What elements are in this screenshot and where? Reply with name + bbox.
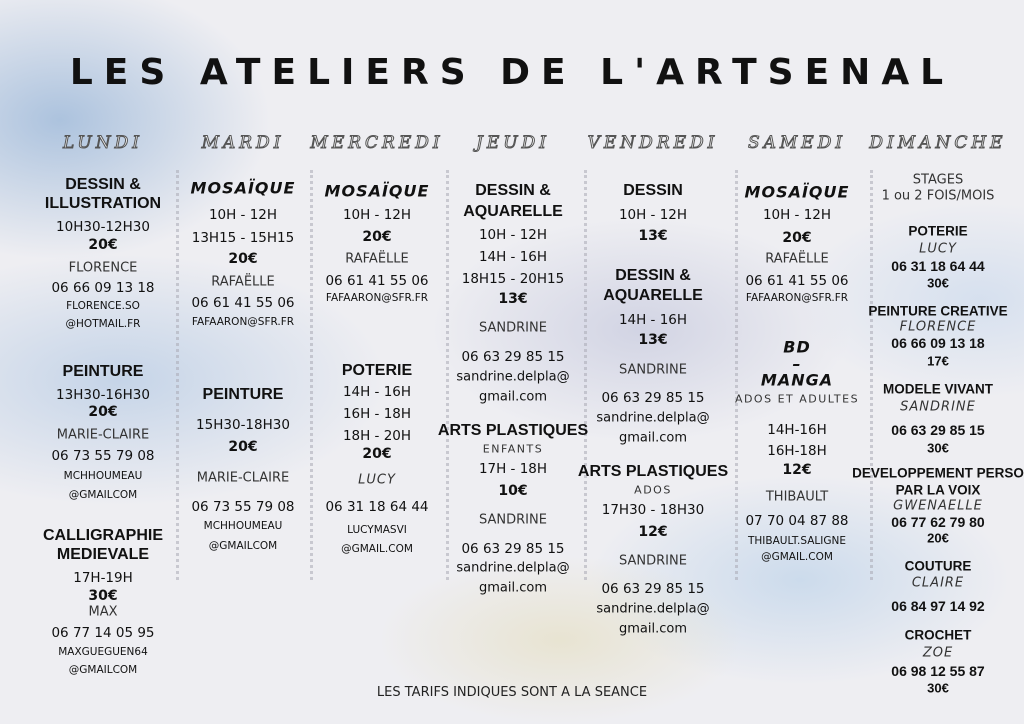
price: 30€ [927, 680, 949, 696]
workshop-title: MOSAÏQUE [190, 178, 296, 198]
price: 20€ [362, 229, 392, 245]
day-header-dimanche: DIMANCHE [869, 133, 1007, 153]
phone-number: 06 63 29 85 15 [891, 422, 985, 438]
instructor-name: 1 ou 2 FOIS/MOIS [881, 188, 995, 204]
email-address: FAFAARON@SFR.FR [325, 292, 429, 304]
instructor-name: SANDRINE [619, 362, 687, 378]
phone-number: 06 77 14 05 95 [51, 625, 155, 641]
schedule-time: 10H - 12H [478, 227, 548, 243]
phone-number: 06 63 29 85 15 [601, 390, 705, 406]
price: 30€ [927, 440, 949, 456]
email-address: LUCYMASVI [347, 524, 407, 536]
instructor-name: RAFAËLLE [345, 251, 409, 267]
workshop-title: DESSIN & [65, 176, 141, 193]
instructor-name: FLORENCE [899, 319, 977, 335]
email-address: @GMAILCOM [68, 664, 138, 676]
column-divider [176, 170, 179, 580]
phone-number: 06 73 55 79 08 [191, 499, 295, 515]
phone-number: 06 73 55 79 08 [51, 448, 155, 464]
workshop-title: BD [783, 337, 811, 357]
price: 20€ [228, 251, 258, 267]
schedule-time: 10H - 12H [208, 207, 278, 223]
phone-number: 06 61 41 55 06 [325, 273, 429, 289]
workshop-title: MEDIEVALE [56, 546, 150, 563]
price: 12€ [782, 462, 812, 478]
email-address: gmail.com [478, 389, 548, 405]
email-address: @GMAIL.COM [341, 543, 413, 555]
day-header-samedi: SAMEDI [747, 133, 847, 153]
schedule-time: 16H-18H [767, 443, 827, 459]
workshop-title: POTERIE [341, 362, 413, 379]
price: 20€ [782, 230, 812, 246]
price: 20€ [362, 446, 392, 462]
phone-number: 06 63 29 85 15 [601, 581, 705, 597]
workshop-title: AQUARELLE [463, 203, 563, 220]
email-address: @GMAILCOM [68, 489, 138, 501]
workshop-title: PEINTURE [62, 363, 144, 380]
price: 30€ [88, 588, 118, 604]
workshop-title: DEVELOPPEMENT PERSO [852, 465, 1024, 481]
schedule-time: 10H - 12H [618, 207, 688, 223]
phone-number: 06 61 41 55 06 [191, 295, 295, 311]
email-address: FAFAARON@SFR.FR [191, 316, 295, 328]
instructor-name: FLORENCE [68, 260, 138, 276]
schedule-time: 13H15 - 15H15 [191, 230, 295, 246]
instructor-name: ZOE [922, 645, 954, 661]
price: 13€ [638, 228, 668, 244]
price: 10€ [498, 483, 528, 499]
schedule-time: 17H - 18H [478, 461, 548, 477]
phone-number: 07 70 04 87 88 [745, 513, 849, 529]
workshop-title: DESSIN & [615, 267, 691, 284]
instructor-name: THIBAULT [765, 489, 829, 505]
workshop-title: MANGA [760, 370, 834, 390]
email-address: @GMAILCOM [208, 540, 278, 552]
workshop-title: MODELE VIVANT [882, 381, 994, 397]
email-address: sandrine.delpla@ [456, 369, 570, 385]
workshop-title: PEINTURE CREATIVE [868, 303, 1008, 319]
workshop-title: AQUARELLE [603, 287, 703, 304]
workshop-title: CALLIGRAPHIE [43, 527, 163, 544]
workshop-title: CROCHET [904, 627, 972, 643]
day-header-lundi: LUNDI [63, 133, 143, 153]
instructor-name: LUCY [358, 472, 396, 488]
phone-number: 06 66 09 13 18 [51, 280, 155, 296]
workshop-title: COUTURE [904, 558, 972, 574]
workshop-title: ILLUSTRATION [44, 195, 162, 212]
instructor-name: SANDRINE [619, 553, 687, 569]
workshop-title: MOSAÏQUE [744, 182, 850, 202]
email-address: FLORENCE.SO [66, 300, 140, 312]
email-address: sandrine.delpla@ [596, 410, 710, 426]
instructor-name: CLAIRE [911, 575, 965, 591]
audience-label: ADOS [634, 483, 672, 497]
instructor-name: MARIE-CLAIRE [196, 470, 290, 486]
email-address: MCHHOUMEAU [63, 470, 143, 482]
instructor-name: SANDRINE [479, 512, 547, 528]
phone-number: 06 66 09 13 18 [891, 335, 985, 351]
price: 13€ [638, 332, 668, 348]
schedule-time: 14H-16H [767, 422, 827, 438]
poster-title: LES ATELIERS DE L'ARTSENAL [69, 52, 955, 93]
phone-number: 06 98 12 55 87 [891, 663, 985, 679]
price: 20€ [88, 237, 118, 253]
workshop-title: MOSAÏQUE [324, 181, 430, 201]
instructor-name: GWENAELLE [893, 498, 983, 514]
phone-number: 06 31 18 64 44 [891, 258, 985, 274]
day-header-mardi: MARDI [201, 133, 285, 153]
phone-number: 06 77 62 79 80 [891, 514, 985, 530]
schedule-time: 17H-19H [73, 570, 133, 586]
price: 20€ [228, 439, 258, 455]
price: 20€ [927, 530, 949, 546]
price: 20€ [88, 404, 118, 420]
workshop-title: POTERIE [908, 223, 968, 239]
workshop-title: ARTS PLASTIQUES [437, 422, 589, 439]
email-address: FAFAARON@SFR.FR [745, 292, 849, 304]
phone-number: 06 61 41 55 06 [745, 273, 849, 289]
email-address: gmail.com [478, 580, 548, 596]
schedule-time: 18H15 - 20H15 [461, 271, 565, 287]
schedule-time: 10H30-12H30 [56, 219, 150, 235]
schedule-time: 17H30 - 18H30 [601, 502, 705, 518]
column-divider [310, 170, 313, 580]
email-address: @HOTMAIL.FR [65, 318, 141, 330]
price: 17€ [927, 353, 949, 369]
audience-label: ENFANTS [482, 442, 544, 456]
workshop-title: PEINTURE [202, 386, 284, 403]
pricing-note: LES TARIFS INDIQUES SONT A LA SEANCE [376, 685, 648, 700]
day-header-jeudi: JEUDI [476, 133, 550, 153]
phone-number: 06 31 18 64 44 [325, 499, 429, 515]
email-address: gmail.com [618, 430, 688, 446]
instructor-name: LUCY [919, 241, 957, 257]
column-divider [735, 170, 738, 580]
instructor-name: RAFAËLLE [765, 251, 829, 267]
instructor-name: SANDRINE [479, 320, 547, 336]
price: 13€ [498, 291, 528, 307]
email-address: sandrine.delpla@ [596, 601, 710, 617]
schedule-time: 14H - 16H [478, 249, 548, 265]
day-header-vendredi: VENDREDI [587, 133, 719, 153]
workshop-title: ARTS PLASTIQUES [577, 463, 729, 480]
workshop-title: DESSIN & [475, 182, 551, 199]
email-address: @GMAIL.COM [761, 551, 833, 563]
email-address: MAXGUEGUEN64 [58, 646, 148, 658]
phone-number: 06 84 97 14 92 [891, 598, 985, 614]
column-divider [870, 170, 873, 580]
schedule-time: 10H - 12H [762, 207, 832, 223]
email-address: sandrine.delpla@ [456, 560, 570, 576]
phone-number: 06 63 29 85 15 [461, 541, 565, 557]
workshop-title: PAR LA VOIX [895, 482, 981, 498]
price: 30€ [927, 275, 949, 291]
day-header-mercredi: MERCREDI [310, 133, 444, 153]
schedule-time: 14H - 16H [618, 312, 688, 328]
schedule-time: 10H - 12H [342, 207, 412, 223]
schedule-time: 15H30-18H30 [196, 417, 290, 433]
instructor-name: MAX [88, 604, 118, 620]
schedule-time: 13H30-16H30 [56, 387, 150, 403]
column-divider [446, 170, 449, 580]
workshop-title: DESSIN [623, 182, 683, 199]
schedule-time: 14H - 16H [342, 384, 412, 400]
audience-label: ADOS ET ADULTES [734, 392, 860, 406]
column-divider [584, 170, 587, 580]
price: 12€ [638, 524, 668, 540]
email-address: gmail.com [618, 621, 688, 637]
schedule-time: 18H - 20H [342, 428, 412, 444]
workshop-title: – [792, 354, 802, 374]
email-address: THIBAULT.SALIGNE [747, 535, 847, 547]
instructor-name: RAFAËLLE [211, 274, 275, 290]
schedule-time: 16H - 18H [342, 406, 412, 422]
instructor-name: SANDRINE [900, 399, 976, 415]
phone-number: 06 63 29 85 15 [461, 349, 565, 365]
instructor-name: STAGES [912, 172, 964, 188]
instructor-name: MARIE-CLAIRE [56, 427, 150, 443]
email-address: MCHHOUMEAU [203, 520, 283, 532]
